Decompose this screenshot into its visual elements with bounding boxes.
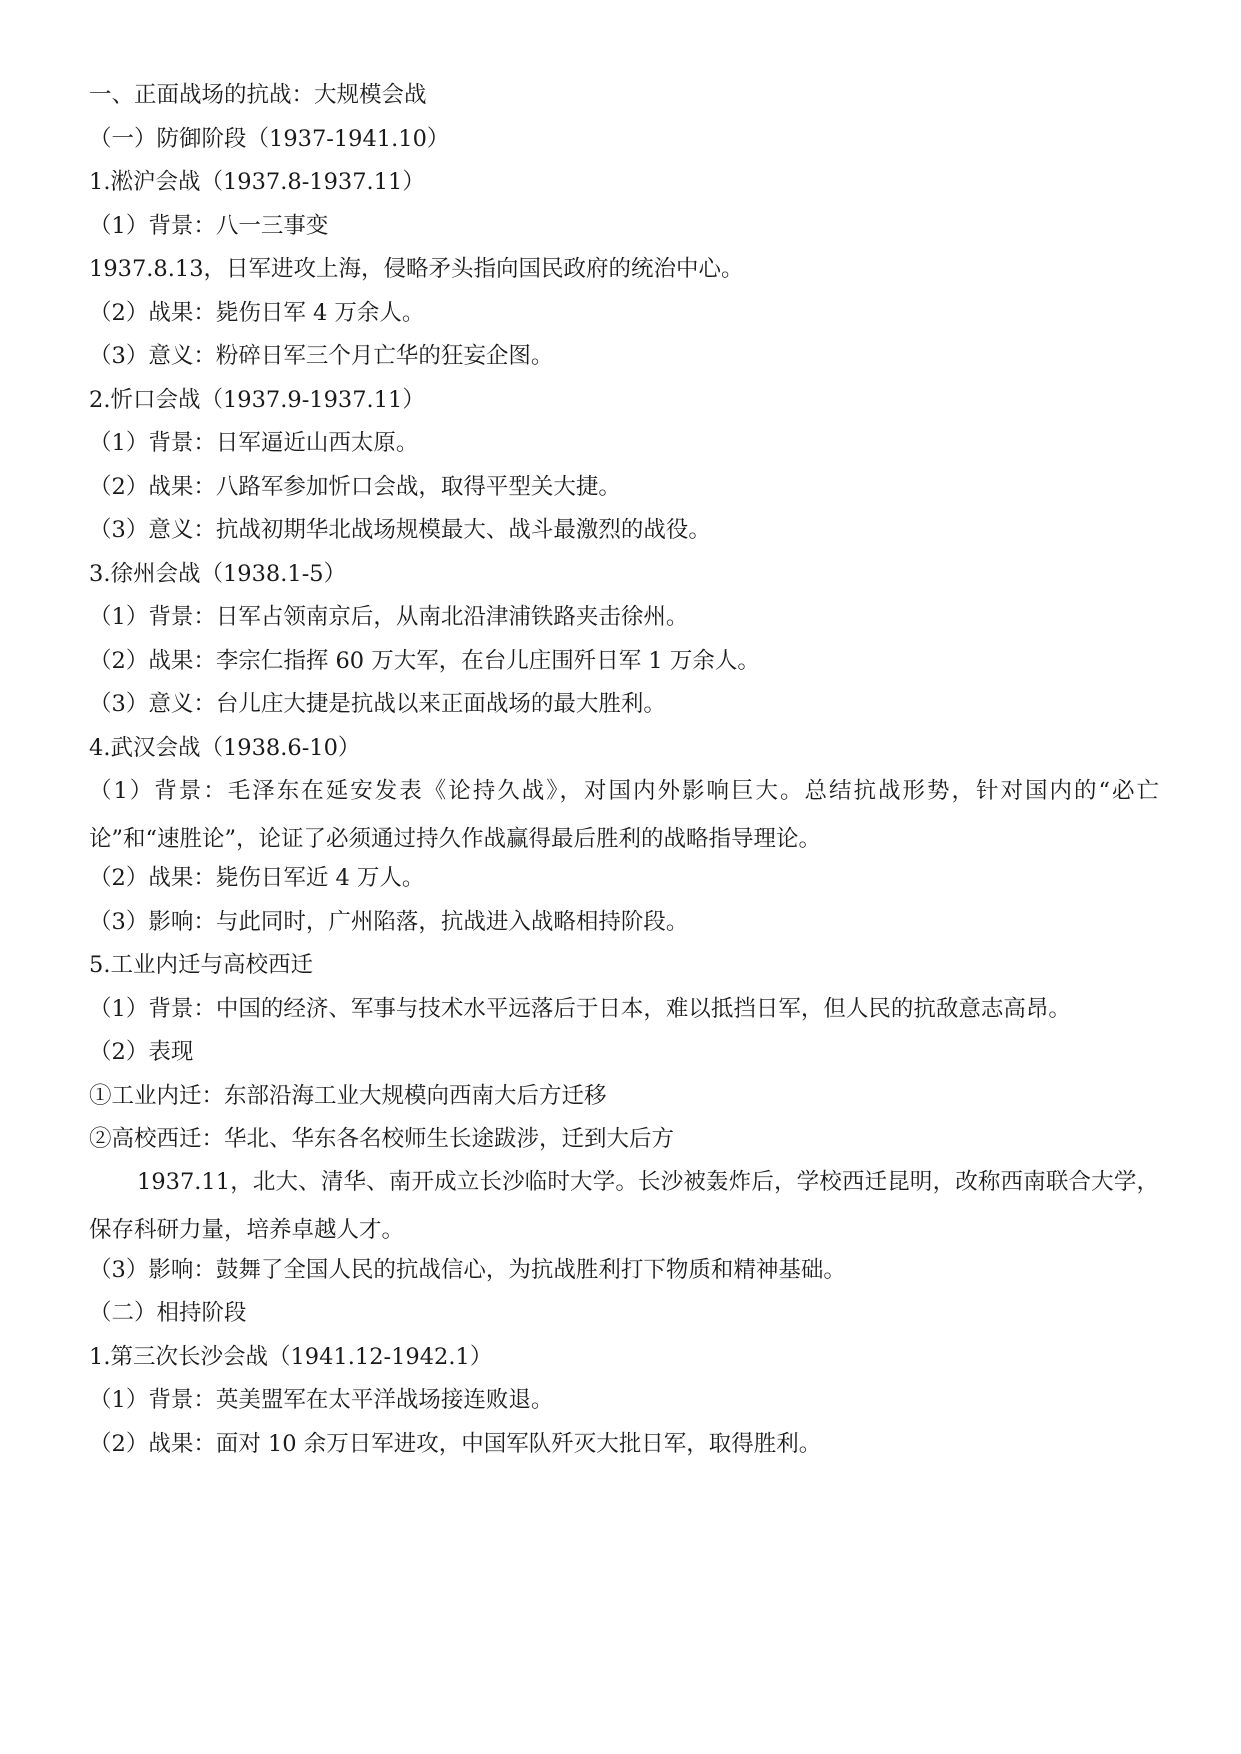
text-line: 1937.8.13，日军进攻上海，侵略矛头指向国民政府的统治中心。 [89,256,744,282]
section-heading: 一、正面战场的抗战：大规模会战 [89,82,427,108]
battle-heading: 1.第三次长沙会战（1941.12-1942.1） [89,1344,493,1370]
text-line: （1）背景：中国的经济、军事与技术水平远落后于日本，难以抵挡日军，但人民的抗敌意志高昂。 [89,996,1071,1022]
text-line: （2）战果：毙伤日军 4 万余人。 [89,300,425,326]
text-paragraph: （1）背景：毛泽东在延安发表《论持久战》，对国内外影响巨大。总结抗战形势，针对国内的“必亡论”和“速胜论”，论证了必须通过持久作战赢得最后胜利的战略指导理论。 [89,778,1159,852]
battle-heading: 2.忻口会战（1937.9-1937.11） [89,387,425,413]
battle-heading: 5.工业内迁与高校西迁 [89,952,313,978]
text-line: （1）背景：八一三事变 [89,213,329,239]
text-line: （2）战果：毙伤日军近 4 万人。 [89,865,425,891]
text-line: （2）表现 [89,1039,194,1065]
text-line: （1）背景：日军占领南京后，从南北沿津浦铁路夹击徐州。 [89,604,689,630]
text-line: ②高校西迁：华北、华东各名校师生长途跋涉，迁到大后方 [89,1126,675,1152]
text-line: （3）意义：粉碎日军三个月亡华的狂妄企图。 [89,343,554,369]
text-line: （2）战果：八路军参加忻口会战，取得平型关大捷。 [89,474,621,500]
text-paragraph: 1937.11，北大、清华、南开成立长沙临时大学。长沙被轰炸后，学校西迁昆明，改称西南联合大学，保存科研力量，培养卓越人才。 [89,1169,1159,1243]
text-line: （1）背景：日军逼近山西太原。 [89,430,419,456]
text-line: （3）影响：鼓舞了全国人民的抗战信心，为抗战胜利打下物质和精神基础。 [89,1257,846,1283]
battle-heading: 3.徐州会战（1938.1-5） [89,561,347,587]
battle-heading: 4.武汉会战（1938.6-10） [89,735,361,761]
text-line: （3）意义：台儿庄大捷是抗战以来正面战场的最大胜利。 [89,691,666,717]
subsection-heading: （一）防御阶段（1937-1941.10） [89,126,450,152]
battle-heading: 1.淞沪会战（1937.8-1937.11） [89,169,425,195]
text-line: （1）背景：英美盟军在太平洋战场接连败退。 [89,1387,554,1413]
text-line: （3）影响：与此同时，广州陷落，抗战进入战略相持阶段。 [89,909,689,935]
text-line: ①工业内迁：东部沿海工业大规模向西南大后方迁移 [89,1083,607,1109]
text-line: （2）战果：李宗仁指挥 60 万大军，在台儿庄围歼日军 1 万余人。 [89,648,760,674]
text-line: （3）意义：抗战初期华北战场规模最大、战斗最激烈的战役。 [89,517,711,543]
text-line: （2）战果：面对 10 余万日军进攻，中国军队歼灭大批日军，取得胜利。 [89,1431,822,1457]
subsection-heading: （二）相持阶段 [89,1300,247,1326]
